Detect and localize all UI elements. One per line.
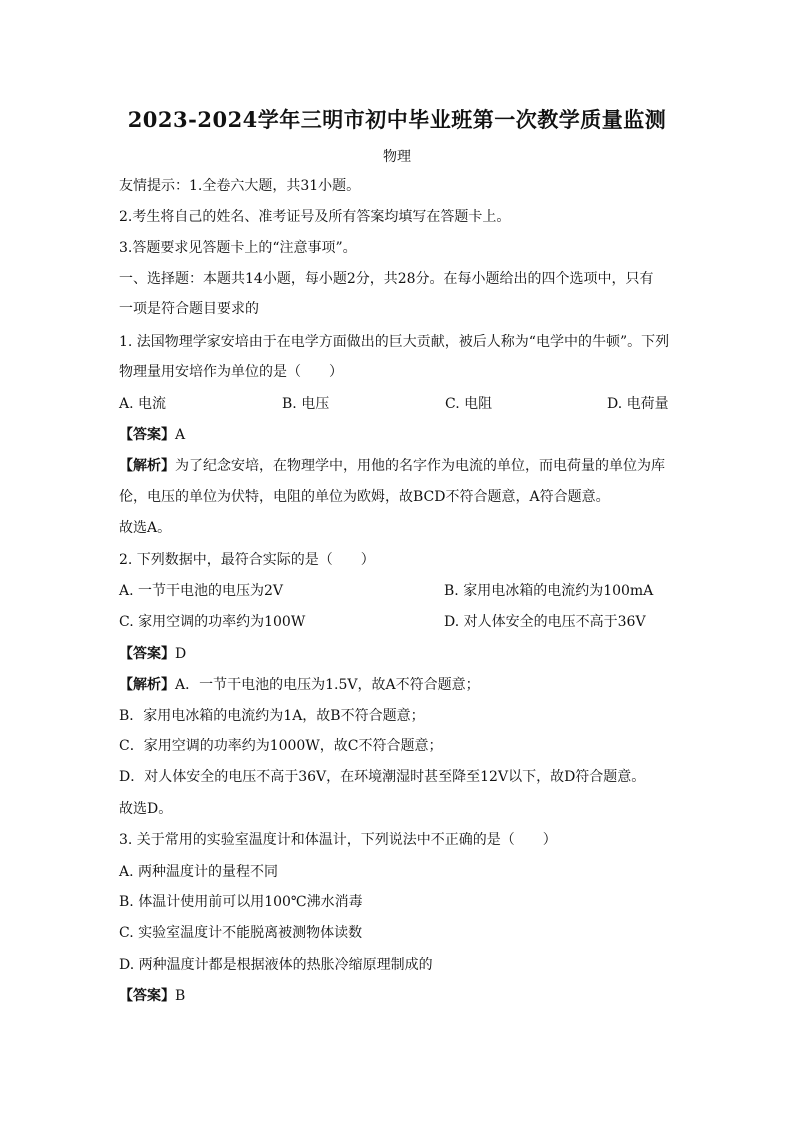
option-d: D. 两种温度计都是根据液体的热胀冷缩原理制成的 (119, 957, 433, 973)
section-heading: 一、选择题：本题共14小题，每小题2分，共28分。在每小题给出的四个选项中，只有 (119, 271, 654, 287)
tip-line: 2.考生将自己的姓名、准考证号及所有答案均填写在答题卡上。 (119, 209, 511, 225)
analysis-label: 【解析】 (119, 458, 175, 474)
tip-line: 3.答题要求见答题卡上的“注意事项”。 (119, 240, 357, 256)
page-title: 2023-2024学年三明市初中毕业班第一次教学质量监测 (127, 107, 667, 132)
option-a: A. 一节干电池的电压为2V (119, 583, 284, 599)
option-a: A. 两种温度计的量程不同 (119, 864, 279, 880)
analysis-text: 为了纪念安培，在物理学中，用他的名字作为电流的单位，而电荷量的单位为库 (175, 458, 665, 474)
answer-value: B (175, 988, 186, 1004)
analysis-text: A．一节干电池的电压为1.5V，故A不符合题意； (175, 677, 480, 693)
option-a: A. 电流 (119, 396, 167, 412)
option-d: D. 对人体安全的电压不高于36V (444, 614, 646, 630)
answer-value: A (175, 427, 186, 443)
answer-label: 【答案】 (119, 646, 175, 662)
question-text: 3. 关于常用的实验室温度计和体温计，下列说法中不正确的是（ ） (119, 832, 557, 848)
tip-line: 友情提示：1.全卷六大题，共31小题。 (119, 178, 361, 194)
answer-label: 【答案】 (119, 988, 175, 1004)
analysis-text: D．对人体安全的电压不高于36V，在环境潮湿时甚至降至12V以下，故D符合题意。 (119, 769, 646, 785)
analysis-text: B．家用电冰箱的电流约为1A，故B不符合题意； (119, 708, 425, 724)
analysis-line (119, 456, 665, 476)
answer-line (119, 986, 185, 1006)
option-c: C. 家用空调的功率约为100W (119, 614, 306, 630)
question-text: 1. 法国物理学家安培由于在电学方面做出的巨大贡献，被后人称为“电学中的牛顿”。下列 (119, 334, 670, 350)
option-d: D. 电荷量 (607, 396, 669, 412)
question-text: 2. 下列数据中，最符合实际的是（ ） (119, 552, 375, 568)
analysis-line (119, 675, 480, 695)
answer-label: 【答案】 (119, 427, 175, 443)
analysis-text: 伦，电压的单位为伏特，电阻的单位为欧姆，故BCD不符合题意，A符合题意。 (119, 489, 610, 505)
option-b: B. 体温计使用前可以用100℃沸水消毒 (119, 894, 363, 910)
option-b: B. 家用电冰箱的电流约为100mA (444, 583, 654, 599)
analysis-label: 【解析】 (119, 677, 175, 693)
page-subtitle: 物理 (383, 149, 411, 165)
answer-line (119, 644, 186, 664)
option-b: B. 电压 (282, 396, 330, 412)
conclusion: 故选D。 (119, 801, 173, 817)
option-c: C. 实验室温度计不能脱离被测物体读数 (119, 925, 363, 941)
question-text: 物理量用安培作为单位的是（ ） (119, 364, 343, 380)
section-heading-cont: 一项是符合题目要求的 (119, 301, 259, 317)
conclusion: 故选A。 (119, 520, 172, 536)
analysis-text: C．家用空调的功率约为1000W，故C不符合题意； (119, 738, 443, 754)
answer-line (119, 425, 185, 445)
option-c: C. 电阻 (445, 396, 493, 412)
answer-value: D (175, 646, 187, 662)
